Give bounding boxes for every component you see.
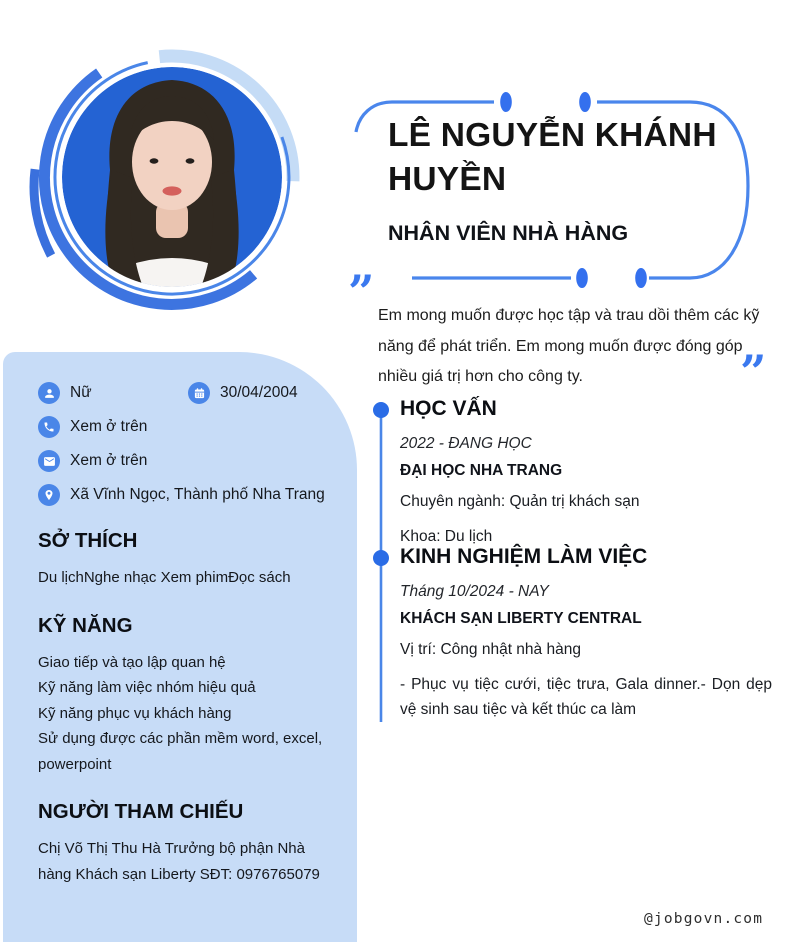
education-period: 2022 - ĐANG HỌC [400, 435, 532, 452]
watermark: @jobgovn.com [644, 911, 764, 927]
experience-period: Tháng 10/2024 - NAY [400, 583, 549, 600]
timeline-bullet [373, 402, 389, 418]
contact-row-email [38, 450, 333, 472]
frame-dot [500, 92, 512, 112]
contact-dob [188, 382, 298, 404]
gender-value: Nữ [70, 384, 92, 401]
experience-section [400, 545, 772, 732]
email-value: Xem ở trên [70, 452, 148, 469]
education-detail: Chuyên ngành: Quản trị khách sạn [400, 493, 640, 510]
candidate-name: LÊ NGUYỄN KHÁNH HUYỀN [388, 117, 717, 198]
education-school: ĐẠI HỌC NHA TRANG [400, 462, 563, 479]
profile-photo [0, 20, 345, 320]
contact-gender [38, 382, 188, 404]
portrait-image [62, 67, 282, 306]
interests-text: Du lịchNghe nhạc Xem phimĐọc sách [38, 569, 291, 586]
phone-icon [38, 416, 60, 438]
experience-company: KHÁCH SẠN LIBERTY CENTRAL [400, 610, 642, 627]
sidebar-panel [3, 352, 357, 942]
timeline-bullet [373, 550, 389, 566]
interests-heading: SỞ THÍCH [38, 529, 138, 552]
contact-row-gender-dob [38, 382, 333, 404]
address-value: Xã Vĩnh Ngọc, Thành phố Nha Trang [70, 486, 325, 503]
dob-value: 30/04/2004 [220, 384, 298, 401]
summary-text: Em mong muốn được học tập và trau dồi thêm các kỹ năng để phát triển. Em mong muốn được đóng góp nhiều giá trị hơn cho công ty. [378, 307, 760, 385]
frame-dot [576, 268, 588, 288]
experience-detail: - Phục vụ tiệc cưới, tiệc trưa, Gala dinner.- Dọn dẹp vệ sinh sau tiệc và kết thúc ca làm [400, 675, 772, 718]
skill-item: Kỹ năng phục vụ khách hàng [38, 704, 232, 722]
calendar-icon [188, 382, 210, 404]
frame-dot [635, 268, 647, 288]
open-quote-icon: ” [348, 265, 375, 319]
experience-heading: KINH NGHIỆM LÀM VIỆC [400, 545, 648, 568]
contact-row-phone [38, 416, 333, 438]
references-text: Chị Võ Thị Thu Hà Trưởng bộ phận Nhà hàng Khách sạn Liberty SĐT: 0976765079 [38, 840, 320, 883]
contact-row-address [38, 484, 333, 506]
timeline-decoration [368, 400, 394, 730]
education-detail: Khoa: Du lịch [400, 527, 493, 545]
profile-photo-block [0, 20, 345, 320]
skill-item: Giao tiếp và tạo lập quan hệ [38, 653, 226, 671]
references-heading: NGƯỜI THAM CHIẾU [38, 800, 244, 823]
email-icon [38, 450, 60, 472]
job-title: NHÂN VIÊN NHÀ HÀNG [388, 221, 629, 245]
experience-detail: Vị trí: Công nhật nhà hàng [400, 641, 581, 658]
skills-heading: KỸ NĂNG [38, 613, 133, 637]
education-section [400, 397, 772, 558]
skill-item: Sử dụng được các phần mềm word, excel, powerpoint [38, 730, 323, 773]
person-icon [38, 382, 60, 404]
education-heading: HỌC VẤN [400, 397, 497, 420]
location-icon [38, 484, 60, 506]
phone-value: Xem ở trên [70, 418, 148, 435]
close-quote-icon: ” [740, 345, 767, 399]
frame-dot [579, 92, 591, 112]
skill-item: Kỹ năng làm việc nhóm hiệu quả [38, 679, 256, 696]
